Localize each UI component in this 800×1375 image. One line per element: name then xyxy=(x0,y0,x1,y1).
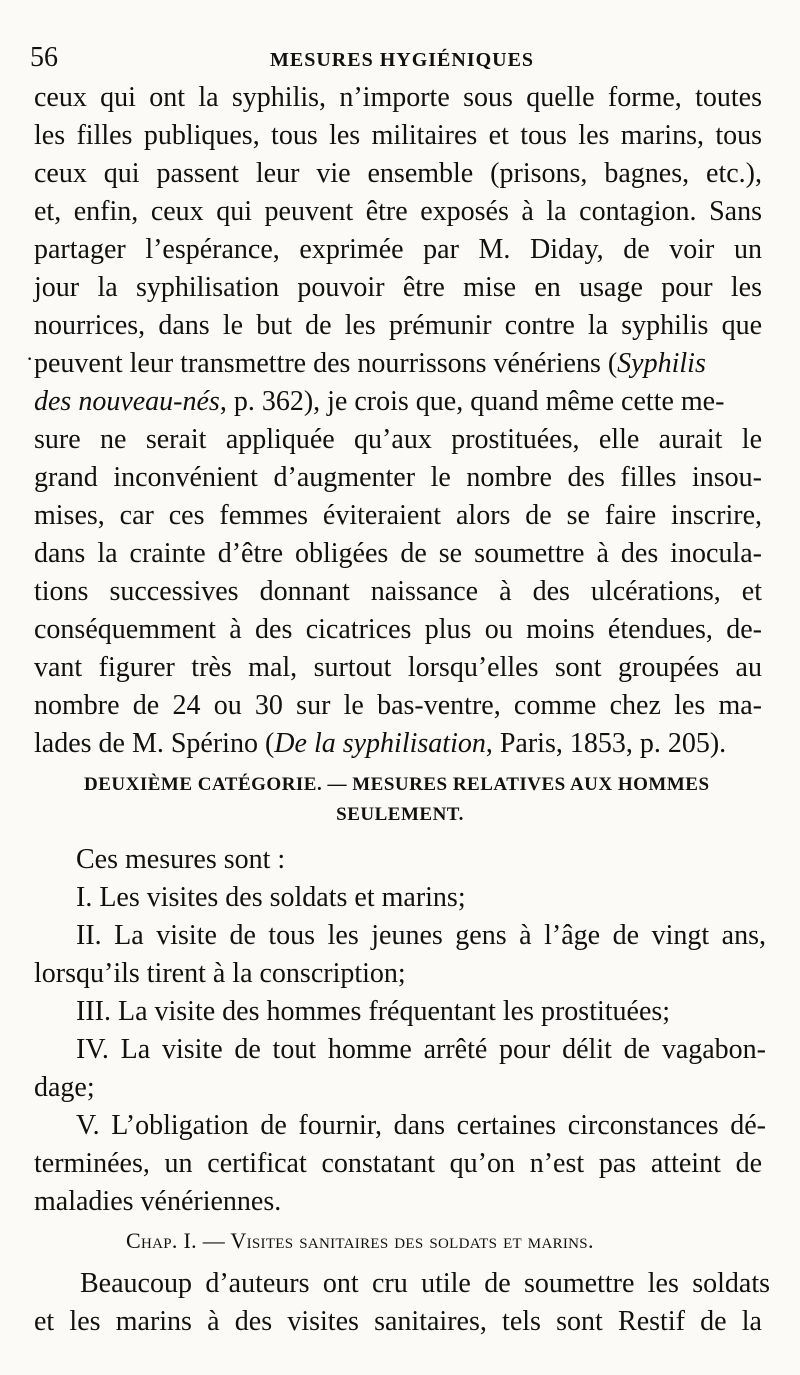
italic-citation: des nouveau-nés xyxy=(34,386,220,417)
text-line: ceux qui passent leur vie ensemble (prisons, bagnes, etc.), xyxy=(34,158,762,189)
text-line: vant figurer très mal, surtout lorsqu’elles sont groupées au xyxy=(34,652,762,683)
list-intro: Ces mesures sont : xyxy=(76,844,286,875)
text-line: et, enfin, ceux qui peuvent être exposés à la contagion. Sans xyxy=(34,196,762,227)
text-span: , Paris, 1853, p. 205). xyxy=(485,728,727,759)
list-item: I. Les visites des soldats et marins; xyxy=(76,882,466,913)
text-line: ceux qui ont la syphilis, n’importe sous quelle forme, toutes xyxy=(34,82,762,113)
list-item: IV. La visite de tout homme arrêté pour délit de vagabon- xyxy=(76,1034,766,1065)
list-item: V. L’obligation de fournir, dans certaines circonstances dé- xyxy=(76,1110,766,1141)
list-item: III. La visite des hommes fréquentant les prostituées; xyxy=(76,996,671,1027)
section-heading: DEUXIÈME CATÉGORIE. — MESURES RELATIVES AUX HOMMES xyxy=(84,774,710,795)
text-line: tions successives donnant naissance à des ulcérations, et xyxy=(34,576,762,607)
text-line: conséquemment à des cicatrices plus ou moins étendues, de- xyxy=(34,614,762,645)
text-line: nourrices, dans le but de les prémunir contre la syphilis que xyxy=(34,310,762,341)
italic-citation: De la syphilisation xyxy=(274,728,486,759)
running-title: MESURES HYGIÉNIQUES xyxy=(270,49,535,71)
text-line: sure ne serait appliquée qu’aux prostituées, elle aurait le xyxy=(34,424,762,455)
list-item-continued: lorsqu’ils tirent à la conscription; xyxy=(34,958,406,989)
list-item-continued: maladies vénériennes. xyxy=(34,1186,282,1217)
text-span: lades de M. Spérino ( xyxy=(34,728,275,759)
page-number: 56 xyxy=(30,42,58,73)
text-line: grand inconvénient d’augmenter le nombre des filles insou- xyxy=(34,462,762,493)
italic-citation: Syphilis xyxy=(617,348,706,379)
text-line: et les marins à des visites sanitaires, tels sont Restif de la xyxy=(34,1306,762,1337)
chapter-heading: Chap. I. — Visites sanitaires des soldats et marins. xyxy=(126,1228,594,1253)
list-item-continued: dage; xyxy=(34,1072,95,1103)
text-line xyxy=(34,726,762,762)
stray-mark: · xyxy=(26,346,34,371)
text-line: les filles publiques, tous les militaires et tous les marins, tous xyxy=(34,120,762,151)
text-line: nombre de 24 ou 30 sur le bas-ventre, comme chez les ma- xyxy=(34,690,762,721)
text-span: peuvent leur transmettre des nourrissons vénériens ( xyxy=(34,348,618,379)
list-item-continued: terminées, un certificat constatant qu’on n’est pas atteint de xyxy=(34,1148,762,1179)
text-line: Beaucoup d’auteurs ont cru utile de soumettre les soldats xyxy=(80,1268,770,1299)
list-item: II. La visite de tous les jeunes gens à l’âge de vingt ans, xyxy=(76,920,766,951)
text-line xyxy=(34,346,762,382)
text-line: dans la crainte d’être obligées de se soumettre à des inocula- xyxy=(34,538,762,569)
text-line xyxy=(34,384,762,420)
text-line: mises, car ces femmes éviteraient alors de se faire inscrire, xyxy=(34,500,762,531)
section-heading-continued: SEULEMENT. xyxy=(336,804,464,825)
running-head xyxy=(30,40,770,76)
text-line: partager l’espérance, exprimée par M. Diday, de voir un xyxy=(34,234,762,265)
text-span: , p. 362), je crois que, quand même cette me- xyxy=(219,386,725,417)
text-line: jour la syphilisation pouvoir être mise en usage pour les xyxy=(34,272,762,303)
